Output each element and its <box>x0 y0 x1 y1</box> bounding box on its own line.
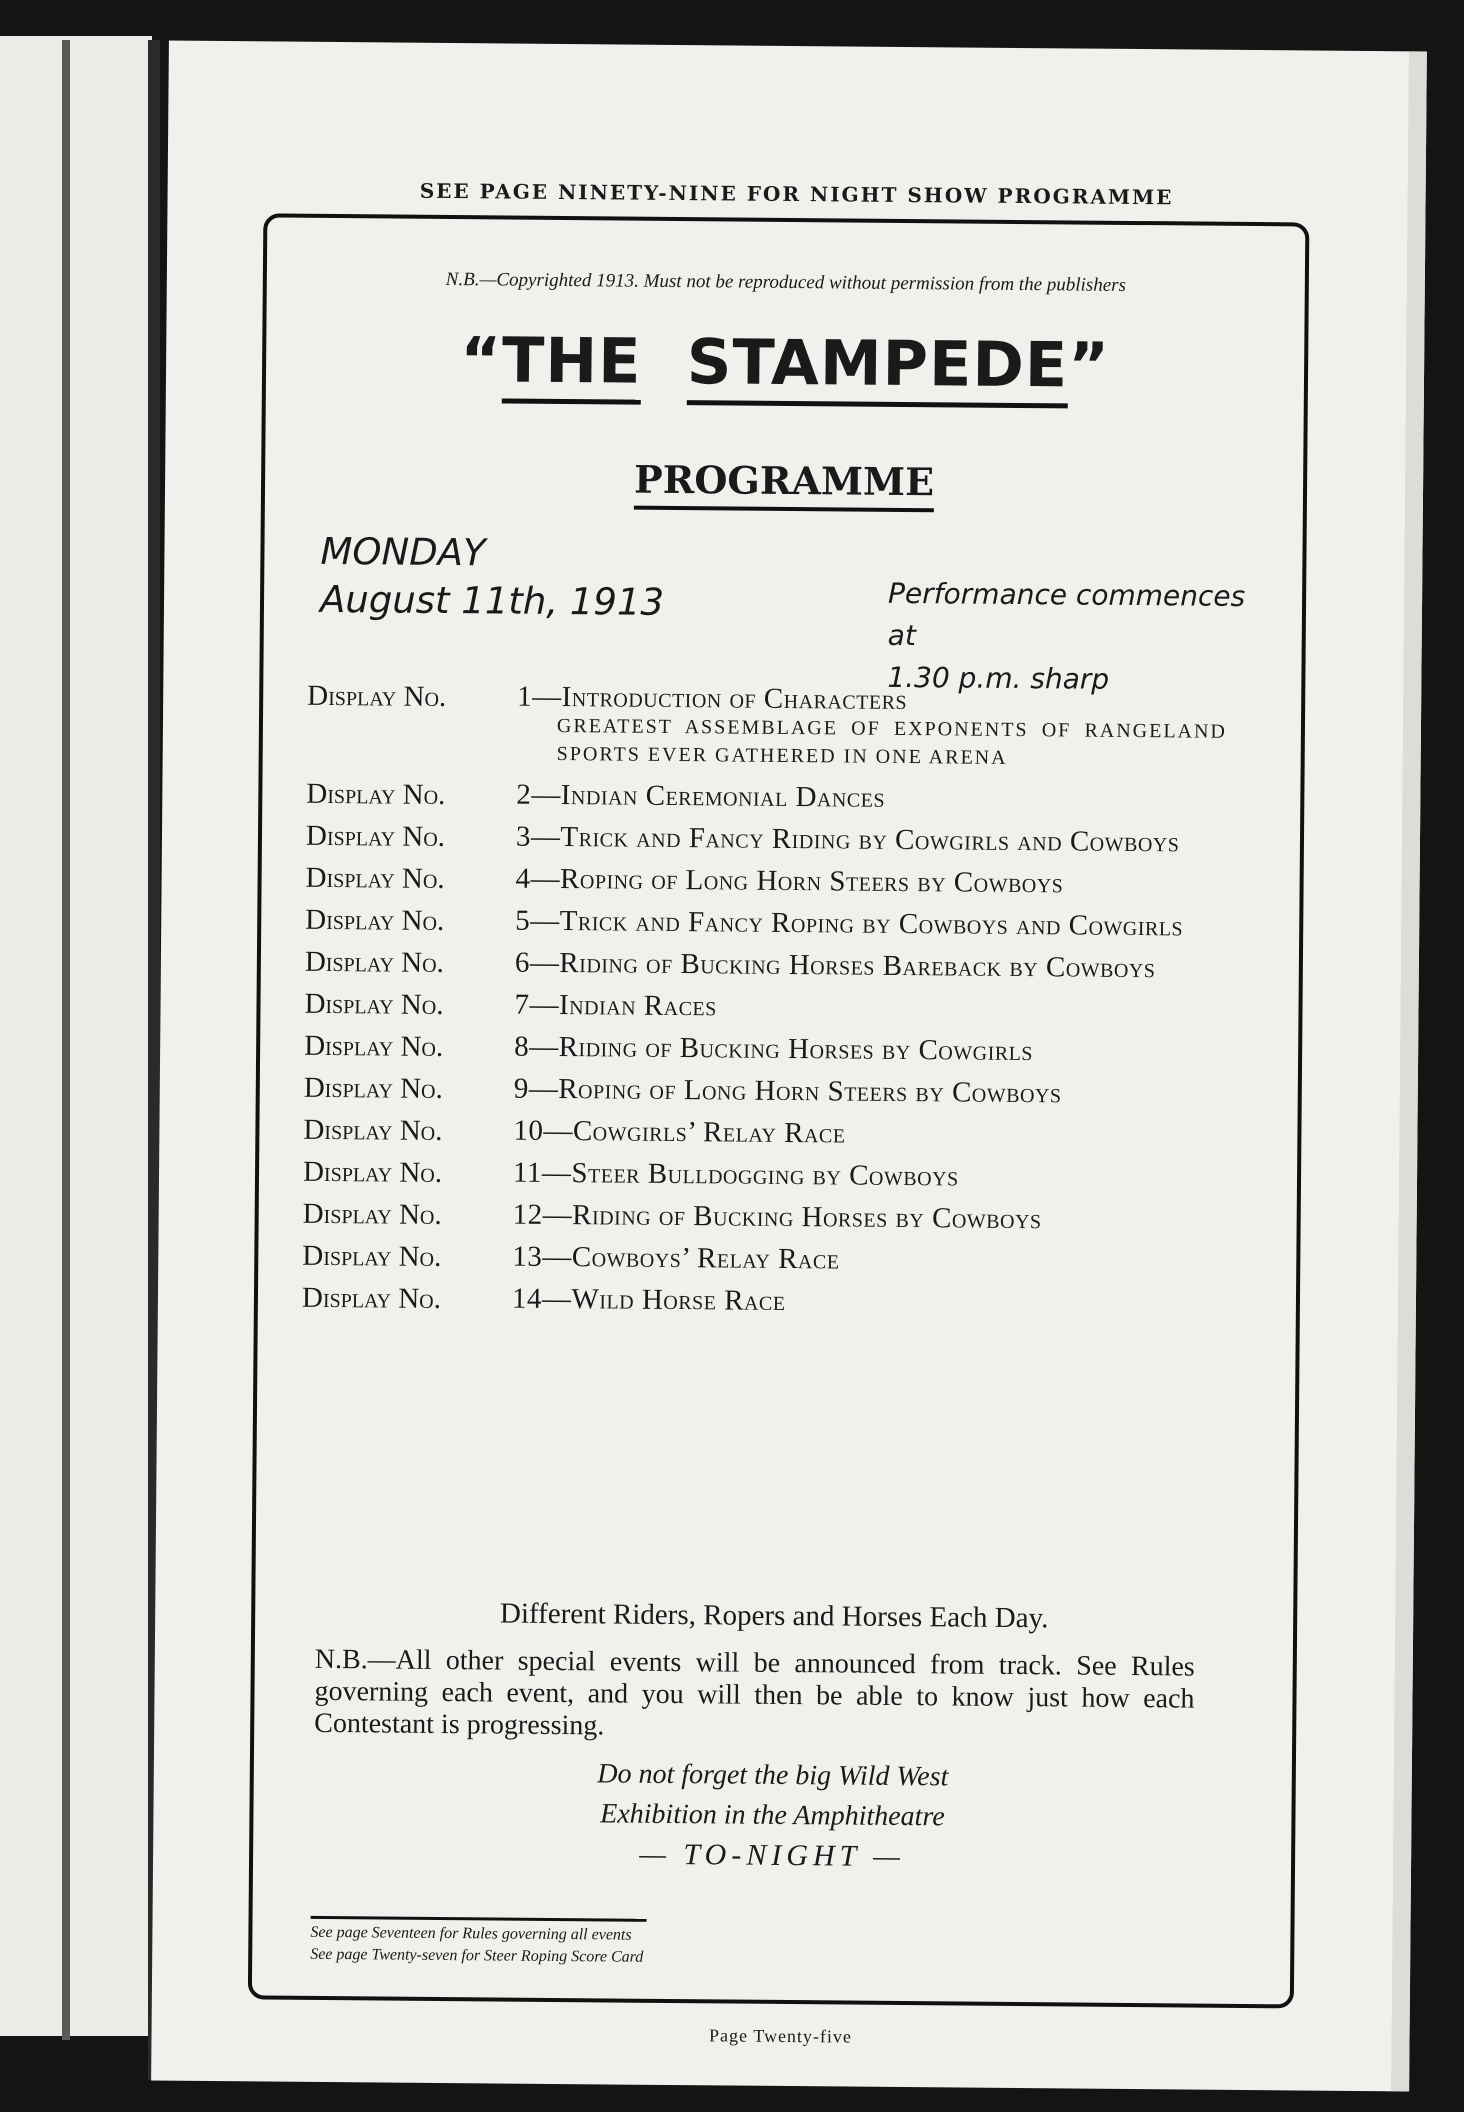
display-row <box>306 820 1226 858</box>
display-text: 12—Riding of Bucking Horses by Cowboys <box>512 1198 1042 1236</box>
display-row <box>306 862 1226 900</box>
display-label: Display No. <box>305 819 446 853</box>
display-label: Display No. <box>305 903 445 937</box>
wild-west-line-1: Do not forget the big Wild West <box>597 1758 949 1793</box>
display-text: 11—Steer Bulldogging by Cowboys <box>512 1156 959 1193</box>
special-events-note: N.B.—All other special events will be announced from track. See Rules governing each event, and you will then be able to know just how each Contestant is progressing. <box>314 1643 1195 1742</box>
programme-frame <box>248 213 1310 2008</box>
display-label: Display No. <box>307 679 447 713</box>
programme-heading-text: PROGRAMME <box>634 457 934 513</box>
display-label: Display No. <box>303 1113 443 1147</box>
display-row <box>304 1072 1224 1110</box>
display-text: 13—Cowboys’ Relay Race <box>512 1240 840 1276</box>
display-text: 10—Cowgirls’ Relay Race <box>513 1114 846 1150</box>
display-row <box>307 680 1228 774</box>
footnote-score-card: See page Twenty-seven for Steer Roping Score Card <box>310 1945 644 1966</box>
display-row <box>304 988 1224 1026</box>
programme-page <box>151 41 1427 2092</box>
page-title <box>266 321 1305 403</box>
display-label: Display No. <box>304 945 445 979</box>
display-label: Display No. <box>305 861 445 895</box>
display-label: Display No. <box>302 1155 443 1189</box>
display-label: Display No. <box>301 1281 442 1315</box>
display-text: 5—Trick and Fancy Roping by Cowboys and Cowgirls <box>515 904 1184 943</box>
display-label: Display No. <box>303 1071 443 1105</box>
display-row <box>303 1156 1223 1194</box>
wild-west-notice <box>253 1751 1292 1880</box>
footnotes <box>310 1922 643 1969</box>
footnote-divider <box>311 1916 647 1922</box>
left-page-edge <box>62 40 70 2040</box>
title-open-quote: “ <box>460 323 503 397</box>
night-show-note: SEE PAGE NINETY-NINE FOR NIGHT SHOW PROGRAMME <box>419 178 1174 210</box>
display-text: 6—Riding of Bucking Horses Bareback by Cowboys <box>514 946 1156 985</box>
display-text: 14—Wild Horse Race <box>511 1282 786 1317</box>
different-riders-note: Different Riders, Ropers and Horses Each Day. <box>499 1597 1049 1635</box>
display-label: Display No. <box>304 987 444 1021</box>
display-text: 2—Indian Ceremonial Dances <box>516 778 886 814</box>
page-number: Page Twenty-five <box>709 2025 853 2047</box>
display-row <box>306 778 1226 816</box>
display-label: Display No. <box>302 1239 442 1273</box>
performance-time <box>887 573 1248 702</box>
performance-line-1: Performance commences at <box>887 576 1246 653</box>
programme-heading <box>265 453 1303 507</box>
performance-line-2: 1.30 p.m. sharp <box>887 660 1110 696</box>
tonight-line: — TO-NIGHT — <box>639 1837 906 1874</box>
display-row <box>304 1030 1224 1068</box>
page-edge-shadow <box>1391 51 1427 2091</box>
display-subtext: GREATEST ASSEMBLAGE OF EXPONENTS OF RANGELAND SPORTS EVER GATHERED IN ONE ARENA <box>556 714 1228 769</box>
display-row <box>305 946 1225 984</box>
copyright-note: N.B.—Copyrighted 1913. Must not be reproduced without permission from the publishers <box>445 268 1127 296</box>
title-close-quote: ” <box>1067 328 1111 402</box>
display-list <box>302 680 1228 1332</box>
programme-date: August 11th, 1913 <box>319 577 665 624</box>
display-row <box>303 1114 1223 1152</box>
wild-west-line-2: Exhibition in the Amphitheatre <box>600 1798 945 1833</box>
programme-day: MONDAY <box>320 529 486 575</box>
display-label: Display No. <box>306 777 446 811</box>
display-text: 4—Roping of Long Horn Steers by Cowboys <box>515 862 1064 900</box>
display-label: Display No. <box>304 1029 444 1063</box>
display-text: 7—Indian Races <box>514 988 717 1023</box>
display-row <box>305 904 1225 942</box>
display-row <box>302 1240 1222 1278</box>
display-text: 9—Roping of Long Horn Steers by Cowboys <box>513 1072 1062 1110</box>
display-text: 3—Trick and Fancy Riding by Cowgirls and Cowboys <box>515 820 1180 859</box>
display-row <box>303 1198 1223 1236</box>
display-text: 1—Introduction of Characters <box>517 680 908 717</box>
title-word-the: THE <box>502 323 642 404</box>
display-text: 8—Riding of Bucking Horses by Cowgirls <box>514 1030 1034 1068</box>
display-row <box>302 1282 1222 1320</box>
display-label: Display No. <box>302 1197 442 1231</box>
footnote-rules: See page Seventeen for Rules governing all events <box>310 1923 632 1944</box>
title-word-stampede: STAMPEDE <box>686 325 1068 408</box>
left-page <box>0 36 152 2036</box>
